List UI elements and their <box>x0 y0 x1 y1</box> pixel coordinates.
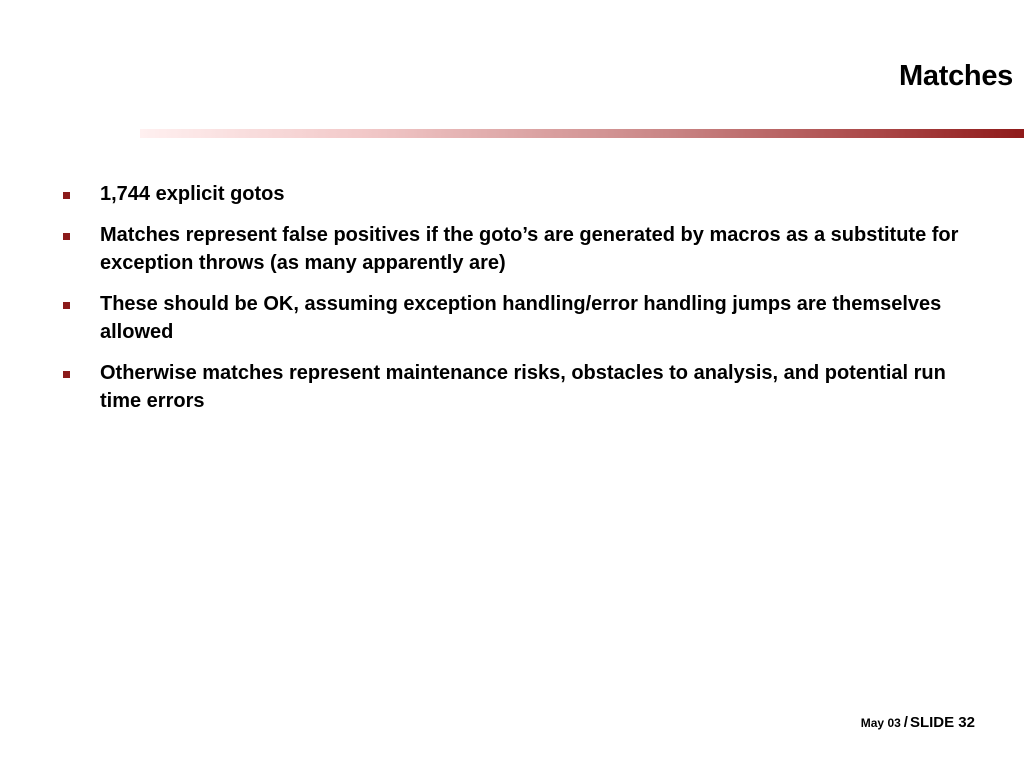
bullet-item <box>62 290 962 346</box>
square-bullet-icon <box>63 371 70 378</box>
slide-title: Matches <box>899 60 1013 92</box>
bullet-list <box>62 180 962 428</box>
footer-date: May 03 <box>860 716 901 730</box>
footer-separator: / <box>903 714 908 731</box>
slide-footer <box>861 714 975 732</box>
square-bullet-icon <box>63 192 70 199</box>
square-bullet-icon <box>63 233 70 240</box>
bullet-text: Otherwise matches represent maintenance risks, obstacles to analysis, and potential run time errors <box>100 362 946 412</box>
bullet-text: 1,744 explicit gotos <box>100 183 285 205</box>
title-underline-gradient <box>140 129 1024 138</box>
bullet-item <box>62 221 962 277</box>
slide-number: SLIDE 32 <box>909 714 975 731</box>
bullet-text: These should be OK, assuming exception handling/error handling jumps are themselves allowed <box>100 293 942 343</box>
bullet-item <box>62 359 962 415</box>
bullet-text: Matches represent false positives if the goto’s are generated by macros as a substitute for exception throws (as many apparently are) <box>100 224 959 274</box>
bullet-item <box>62 180 962 208</box>
square-bullet-icon <box>63 302 70 309</box>
